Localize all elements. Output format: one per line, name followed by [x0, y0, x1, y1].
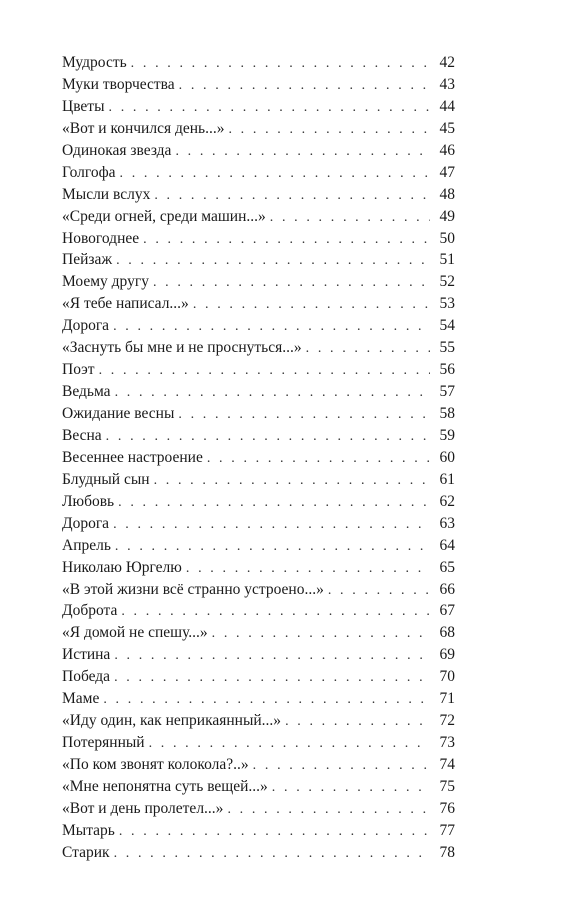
toc-entry-page: 50	[439, 229, 455, 247]
toc-entry-page: 75	[439, 777, 455, 795]
dot-leader	[306, 338, 430, 360]
toc-entry-title: Весеннее настроение	[62, 448, 203, 466]
toc-entry	[62, 206, 455, 228]
dot-leader	[115, 536, 430, 558]
toc-entry-page: 45	[439, 119, 455, 137]
toc-entry-page: 51	[439, 251, 455, 269]
toc-entry-title: Голгофа	[62, 163, 116, 181]
toc-entry	[62, 644, 455, 666]
toc-entry	[62, 228, 455, 250]
toc-entry	[62, 184, 455, 206]
dot-leader	[227, 799, 430, 821]
toc-entry-page: 58	[439, 405, 455, 422]
toc-entry-title: Мудрость	[62, 54, 127, 71]
toc-entry-page: 69	[439, 646, 455, 664]
toc-entry-page: 57	[439, 383, 455, 401]
toc-entry-title: Пейзаж	[62, 251, 113, 269]
toc-entry-title: «Иду один, как неприкаянный...»	[62, 712, 282, 730]
toc-entry-page: 49	[439, 207, 455, 225]
toc-entry	[62, 754, 455, 776]
toc-entry	[62, 271, 455, 293]
toc-entry-page: 46	[439, 141, 455, 159]
toc-entry-title: Потерянный	[62, 734, 145, 752]
toc-entry	[62, 140, 455, 162]
toc-entry-page: 47	[439, 163, 455, 181]
dot-leader	[116, 250, 430, 272]
toc-entry-title: Блудный сын	[62, 470, 150, 488]
toc-entry-title: Одинокая звезда	[62, 141, 172, 159]
toc-entry	[62, 842, 455, 864]
toc-entry	[62, 74, 455, 96]
toc-entry-page: 53	[439, 295, 455, 313]
toc-entry-page: 61	[439, 470, 455, 488]
toc-entry-page: 70	[439, 668, 455, 686]
toc-entry	[62, 381, 455, 403]
dot-leader	[212, 623, 430, 645]
toc-entry	[62, 447, 455, 469]
dot-leader	[328, 580, 430, 602]
dot-leader	[149, 733, 430, 755]
dot-leader	[272, 777, 430, 799]
toc-entry	[62, 732, 455, 754]
toc-entry	[62, 249, 455, 271]
dot-leader	[99, 360, 430, 382]
toc-entry	[62, 337, 455, 359]
toc-entry-page: 55	[439, 339, 455, 357]
toc-entry-page: 74	[439, 756, 455, 773]
dot-leader	[193, 294, 430, 316]
dot-leader	[113, 316, 430, 338]
toc-entry-page: 59	[439, 426, 455, 444]
toc-entry-page: 64	[439, 536, 455, 554]
toc-entry	[62, 469, 455, 491]
dot-leader	[143, 229, 430, 251]
toc-entry	[62, 52, 455, 74]
table-of-contents	[62, 52, 455, 864]
toc-entry	[62, 403, 455, 425]
toc-entry	[62, 820, 455, 842]
toc-entry-title: «По ком звонят колокола?..»	[62, 756, 249, 773]
dot-leader	[178, 404, 430, 426]
dot-leader	[153, 272, 430, 294]
toc-entry-page: 43	[439, 75, 455, 93]
toc-entry	[62, 600, 455, 622]
toc-entry	[62, 359, 455, 381]
toc-entry	[62, 557, 455, 579]
toc-entry	[62, 798, 455, 820]
toc-entry-title: «Я тебе написал...»	[62, 295, 189, 313]
toc-entry-title: Дорога	[62, 317, 110, 335]
toc-entry-page: 76	[439, 799, 455, 817]
toc-entry-title: Цветы	[62, 97, 105, 115]
toc-entry-page: 52	[439, 273, 455, 291]
toc-entry-title: Победа	[62, 668, 111, 686]
toc-entry-page: 77	[439, 821, 455, 839]
toc-entry-page: 60	[439, 448, 455, 466]
toc-entry-title: Апрель	[62, 536, 111, 554]
dot-leader	[114, 667, 430, 689]
toc-entry	[62, 513, 455, 535]
toc-entry-title: Старик	[62, 843, 110, 861]
dot-leader	[103, 689, 430, 711]
toc-entry	[62, 96, 455, 118]
dot-leader	[285, 711, 430, 733]
toc-entry-page: 65	[439, 558, 455, 576]
dot-leader	[253, 755, 430, 777]
dot-leader	[154, 185, 430, 207]
toc-entry-title: «Мне непонятна суть вещей...»	[62, 777, 268, 795]
dot-leader	[120, 163, 430, 185]
toc-entry-page: 54	[439, 317, 455, 335]
toc-entry-title: Новогоднее	[62, 229, 140, 247]
toc-entry-title: «Среди огней, среди машин...»	[62, 207, 266, 225]
toc-entry-title: Мысли вслух	[62, 185, 151, 203]
toc-entry-title: Моему другу	[62, 273, 149, 291]
toc-entry-title: «Я домой не спешу...»	[62, 624, 208, 642]
dot-leader	[175, 141, 430, 163]
dot-leader	[113, 514, 430, 536]
dot-leader	[228, 119, 430, 141]
dot-leader	[270, 207, 430, 229]
dot-leader	[207, 448, 430, 470]
toc-entry-page: 72	[439, 712, 455, 730]
toc-entry-page: 62	[439, 492, 455, 510]
dot-leader	[131, 53, 430, 75]
toc-entry-page: 63	[439, 514, 455, 532]
dot-leader	[119, 821, 430, 843]
toc-entry	[62, 118, 455, 140]
toc-entry-page: 42	[439, 54, 455, 71]
toc-entry-title: Поэт	[62, 361, 95, 379]
dot-leader	[106, 426, 430, 448]
toc-entry	[62, 535, 455, 557]
toc-entry	[62, 425, 455, 447]
toc-entry	[62, 315, 455, 337]
toc-entry	[62, 622, 455, 644]
toc-entry	[62, 688, 455, 710]
toc-entry-title: Любовь	[62, 492, 115, 510]
dot-leader	[114, 843, 430, 865]
toc-entry-page: 56	[439, 361, 455, 379]
toc-entry-page: 44	[439, 97, 455, 115]
dot-leader	[186, 558, 430, 580]
toc-entry-title: Маме	[62, 690, 100, 708]
toc-entry-title: Муки творчества	[62, 75, 175, 93]
dot-leader	[114, 645, 430, 667]
toc-entry-title: Истина	[62, 646, 111, 664]
toc-entry	[62, 776, 455, 798]
toc-entry-title: Николаю Юргелю	[62, 558, 182, 576]
toc-entry	[62, 666, 455, 688]
toc-entry-page: 68	[439, 624, 455, 642]
dot-leader	[154, 470, 430, 492]
toc-entry-page: 71	[439, 690, 455, 708]
toc-entry-title: Мытарь	[62, 821, 115, 839]
dot-leader	[109, 97, 431, 119]
toc-entry	[62, 162, 455, 184]
toc-entry	[62, 491, 455, 513]
toc-entry-title: «Вот и кончился день...»	[62, 119, 225, 137]
toc-entry-title: Ожидание весны	[62, 405, 175, 422]
toc-entry-title: Весна	[62, 426, 102, 444]
toc-entry-title: «В этой жизни всё странно устроено...»	[62, 580, 324, 598]
toc-entry-page: 66	[439, 580, 455, 598]
dot-leader	[179, 75, 430, 97]
toc-entry-page: 78	[439, 843, 455, 861]
dot-leader	[118, 492, 430, 514]
dot-leader	[115, 382, 430, 404]
toc-entry-page: 73	[439, 734, 455, 752]
toc-entry	[62, 710, 455, 732]
toc-entry-title: «Вот и день пролетел...»	[62, 799, 224, 817]
toc-entry-title: «Заснуть бы мне и не проснуться...»	[62, 339, 302, 357]
toc-entry-title: Ведьма	[62, 383, 111, 401]
toc-entry-page: 67	[439, 602, 455, 620]
dot-leader	[121, 601, 430, 623]
toc-entry	[62, 293, 455, 315]
toc-entry-page: 48	[439, 185, 455, 203]
toc-entry	[62, 579, 455, 601]
toc-entry-title: Дорога	[62, 514, 110, 532]
toc-entry-title: Доброта	[62, 602, 118, 620]
